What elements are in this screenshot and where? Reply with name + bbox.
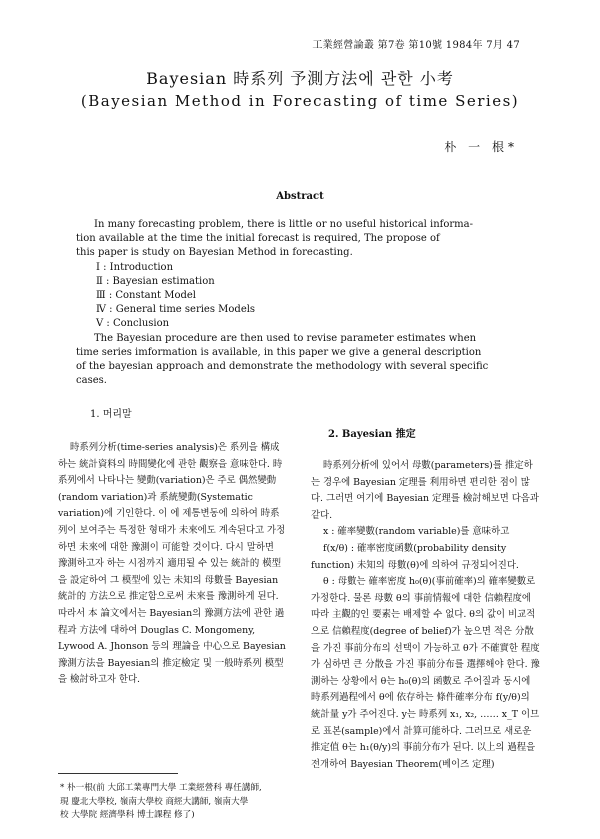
abstract-heading: Abstract — [276, 191, 324, 202]
abstract-body — [76, 218, 534, 388]
abstract-item: Ⅰ : Introduction — [96, 261, 174, 273]
running-head: 工業經營論叢 第7卷 第10號 1984年 7月 47 — [312, 40, 520, 51]
abstract-item: Ⅳ : General time series Models — [96, 304, 256, 316]
abstract-item: Ⅲ : Constant Model — [96, 290, 197, 302]
footnote-line: * 朴一根(前 大邱工業專門大學 工業經營科 專任講師, — [60, 783, 262, 793]
footnote-line: 校 大學院 經濟學科 博士課程 修了) — [60, 810, 195, 820]
author: 朴 一 根* — [444, 140, 518, 154]
section-heading-introduction: 1. 머리말 — [90, 409, 132, 420]
definition-x: x : 確率變數(random variable)를 意味하고 — [323, 526, 510, 538]
abstract-line: of the bayesian approach and demonstrate the methodology with several specific — [76, 361, 489, 373]
abstract-line: cases. — [76, 375, 107, 387]
page-title-english: (Bayesian Method in Forecasting of time Series) — [80, 92, 520, 110]
section1-paragraph: 時系列分析(time-series analysis)은 系列을 構成하는 統計資料의 時間變化에 관한 觀察을 意味한다. 時系列에서 나타나는 變動(variation)은 주로 偶然變動(random variation)과 系統變動(Systematic variation)에 기인한다. 이 에 제통변동에 의하여 時系列이 보여주는 특정한 형태가 未來에도 계속된다고 가정하면 未來에 대한 豫測이 可能할 것이다. 다시 말하면 豫測하고자 하는 시점까지 適用될 수 있는 統計的 模型을 設定하여 그 模型에 있는 未知의 母數를 Bayesian 統計的 方法으로 推定함으로써 未來를 豫測하게 된다. 따라서 本 論文에서는 Bayesian의 豫測方法에 관한 過程과 方法에 대하여 Douglas C. Mongomeny, Lywood A. Jhonson 등의 理論을 中心으로 Bayesian豫測方法을 Bayesian의 推定檢定 및 一般時系列 模型을 檢討하고자 한다. — [58, 442, 286, 686]
page-title-korean: Bayesian 時系列 予測方法에 관한 小考 — [146, 69, 454, 88]
section-heading-bayesian: 2. Bayesian 推定 — [328, 429, 416, 440]
abstract-line: tion available at the time the initial forecast is required, The propose of — [76, 233, 440, 245]
abstract-line: this paper is study on Bayesian Method in forecasting. — [76, 247, 353, 259]
definition-f: f(x/θ) : 確率密度函數(probability density function) 未知의 母數(θ)에 의하여 규정되어진다. — [311, 542, 519, 571]
section2-paragraph: 時系列分析에 있어서 母數(parameters)를 推定하는 경우에 Bayesian 定理를 利用하면 편리한 점이 많다. 그러면 여기에 Bayesian 定理를 檢討해보면 다음과 같다. — [311, 460, 539, 521]
definition-theta: θ : 母數는 確率密度 h₀(θ)(事前確率)의 確率變數로 가정한다. 물론 母數 θ의 事前情報에 대한 信賴程度에 따라 主觀的인 要素는 배제할 수 없다. θ의 값이 비교적으로 信賴程度(degree of belief)가 높으면 적은 分散을 가진 事前分布의 선택이 가능하고 θ가 不確實한 程度가 심하면 큰 分散을 가진 事前分布를 選擇해야 한다. 豫測하는 상황에서 θ는 h₀(θ)의 函數로 주어질과 동시에 時系列過程에서 θ에 依存하는 條件確率分布 f(y/θ)의 統計量 y가 주어진다. y는 時系列 x₁, x₂, …… x_T 이므로 표본(sample)에서 計算可能하다. 그러므로 새로운 推定值 θ는 h₁(θ/y)의 事前分布가 된다. 以上의 過程을 전개하여 Bayesian Theorem(베이즈 定理) — [311, 576, 540, 770]
abstract-line: In many forecasting problem, there is little or no useful historical informa- — [94, 219, 474, 230]
right-column — [311, 458, 541, 773]
abstract-item: Ⅴ : Conclusion — [96, 318, 170, 330]
abstract-item: Ⅱ : Bayesian estimation — [96, 275, 215, 287]
footnote — [60, 782, 290, 823]
abstract-line: time series imformation is available, in this paper we give a general description — [76, 346, 482, 358]
abstract-line: The Bayesian procedure are then used to revise parameter estimates when — [94, 332, 477, 344]
left-column — [58, 440, 286, 689]
footnote-divider — [58, 773, 178, 774]
footnote-line: 現 慶北大學校, 嶺南大學校 商經大講師, 嶺南大學 — [60, 796, 249, 807]
